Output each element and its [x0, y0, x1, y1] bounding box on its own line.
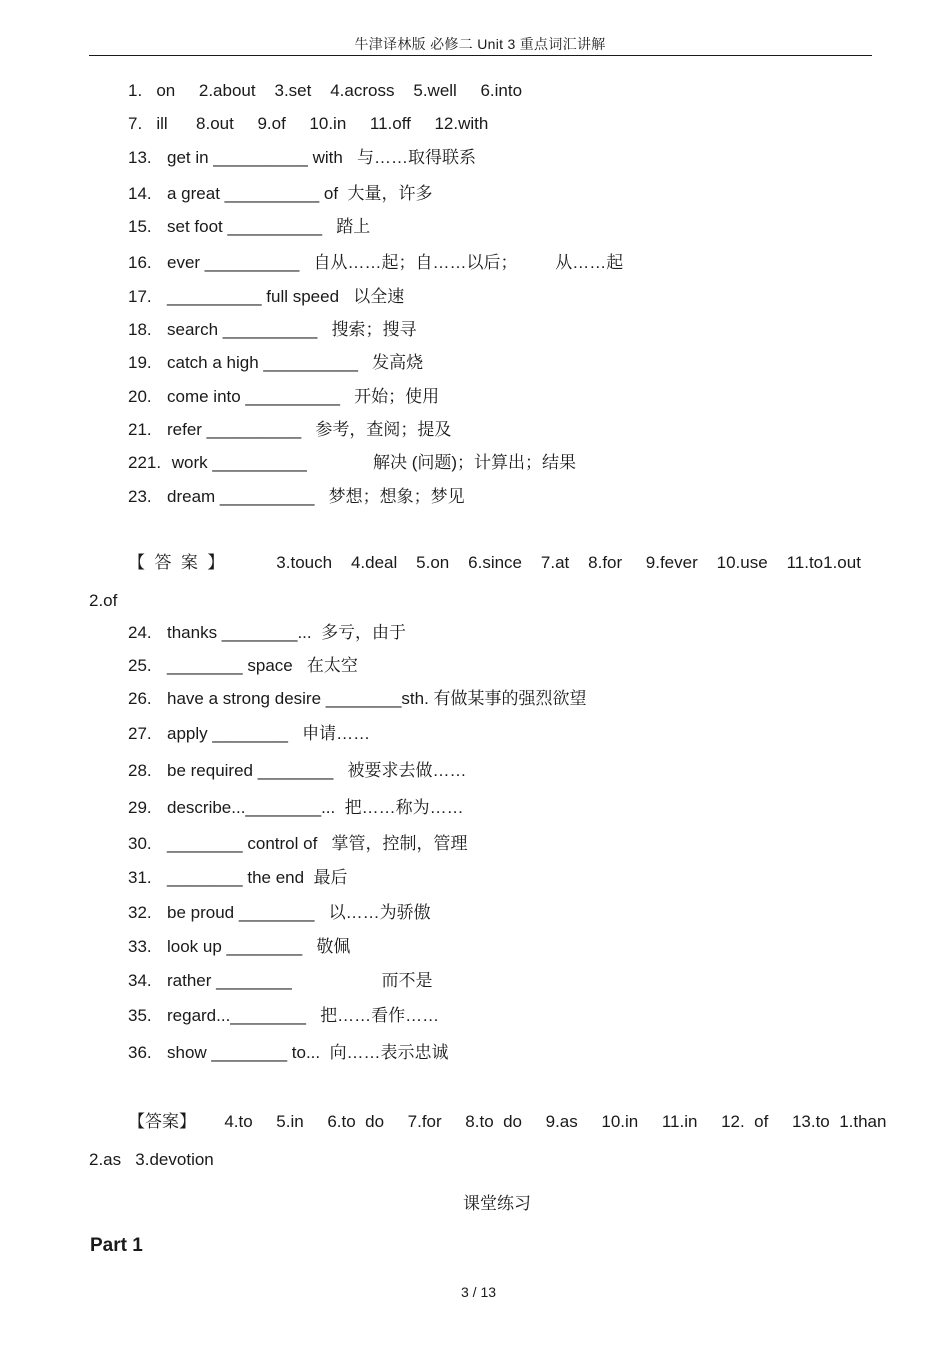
item-text: set foot __________ 踏上: [167, 217, 371, 236]
item-text: have a strong desire ________sth. 有做某事的强烈欲望: [167, 689, 587, 708]
item-text: ________ control of 掌管，控制，管理: [167, 834, 468, 853]
item-number: 21.: [128, 420, 152, 439]
item-number: 20.: [128, 387, 152, 406]
item-text: __________ full speed 以全速: [167, 287, 405, 306]
item-number: 19.: [128, 353, 152, 372]
item-text: be proud ________ 以……为骄傲: [167, 903, 431, 922]
item-text: describe...________... 把……称为……: [167, 798, 464, 817]
item-text: regard...________ 把……看作……: [167, 1006, 440, 1025]
answer-key-b-line1: 【答案】 4.to 5.in 6.to do 7.for 8.to do 9.as 10.in 11.in 12. of 13.to 1.than: [128, 1112, 887, 1131]
vocab-item: [128, 1006, 439, 1026]
page-header: 牛津译林版 必修二 Unit 3 重点词汇讲解: [354, 36, 606, 52]
vocab-item: [128, 1043, 449, 1063]
item-number: 18.: [128, 320, 152, 339]
item-text: ________ the end 最后: [167, 868, 348, 887]
vocab-item: [128, 148, 476, 168]
item-number: 221.: [128, 453, 162, 472]
vocab-item: [128, 689, 587, 709]
item-number: 31.: [128, 868, 152, 887]
vocab-item: [128, 868, 348, 888]
item-text: ________ space 在太空: [167, 656, 358, 675]
item-text: a great __________ of 大量，许多: [167, 184, 433, 203]
vocab-item: [128, 724, 370, 744]
item-text: show ________ to... 向……表示忠诚: [167, 1043, 449, 1062]
answer-line-1: 1. on 2.about 3.set 4.across 5.well 6.into: [128, 81, 523, 100]
item-text: come into __________ 开始；使用: [167, 387, 440, 406]
item-number: 25.: [128, 656, 152, 675]
part-title: Part 1: [90, 1235, 143, 1256]
item-number: 14.: [128, 184, 152, 203]
item-text: ever __________ 自从……起；自……以后； 从……起: [167, 253, 624, 272]
item-text: refer __________ 参考，查阅；提及: [167, 420, 452, 439]
item-number: 29.: [128, 798, 152, 817]
item-number: 23.: [128, 487, 152, 506]
item-number: 33.: [128, 937, 152, 956]
vocab-item: [128, 353, 423, 373]
item-text: be required ________ 被要求去做……: [167, 761, 467, 780]
vocab-item: [128, 937, 350, 957]
item-text: apply ________ 申请……: [167, 724, 371, 743]
answer-line-2: 7. ill 8.out 9.of 10.in 11.off 12.with: [128, 114, 489, 133]
vocab-item: [128, 320, 416, 340]
item-number: 36.: [128, 1043, 152, 1062]
vocab-item: [128, 971, 433, 991]
item-number: 17.: [128, 287, 152, 306]
vocab-item: [128, 834, 467, 854]
vocab-item: [128, 798, 464, 818]
answer-key-b-line2: 2.as 3.devotion: [89, 1150, 214, 1169]
item-number: 30.: [128, 834, 152, 853]
vocab-item: [128, 623, 406, 643]
vocab-item: [128, 184, 433, 204]
vocab-item: [128, 420, 451, 440]
item-text: rather ________ 而不是: [167, 971, 433, 990]
item-number: 13.: [128, 148, 152, 167]
vocab-item: [128, 387, 439, 407]
vocab-item: [128, 287, 404, 307]
vocab-item: [128, 903, 431, 923]
item-number: 26.: [128, 689, 152, 708]
vocab-item: [128, 656, 358, 676]
vocab-item: [128, 253, 623, 273]
vocab-item: [128, 487, 465, 507]
item-number: 35.: [128, 1006, 152, 1025]
item-number: 27.: [128, 724, 152, 743]
item-text: catch a high __________ 发高烧: [167, 353, 424, 372]
item-text: look up ________ 敬佩: [167, 937, 351, 956]
item-text: get in __________ with 与……取得联系: [167, 148, 476, 167]
item-text: search __________ 搜索；搜寻: [167, 320, 417, 339]
section-title: 课堂练习: [463, 1194, 531, 1213]
item-number: 28.: [128, 761, 152, 780]
item-number: 34.: [128, 971, 152, 990]
item-text: dream __________ 梦想；想象；梦见: [167, 487, 465, 506]
item-number: 15.: [128, 217, 152, 236]
item-text: thanks ________... 多亏，由于: [167, 623, 407, 642]
item-number: 32.: [128, 903, 152, 922]
item-text: work __________ 解决 (问题)；计算出；结果: [167, 453, 577, 472]
vocab-item: [128, 761, 467, 781]
item-number: 24.: [128, 623, 152, 642]
vocab-item: [128, 217, 370, 237]
header-divider: [89, 55, 872, 56]
answer-key-a-line2: 2.of: [89, 591, 118, 610]
item-number: 16.: [128, 253, 152, 272]
vocab-item: [128, 453, 576, 473]
page-number: 3 / 13: [460, 1284, 497, 1300]
answer-key-a-line1: 【 答 案 】 3.touch 4.deal 5.on 6.since 7.at 8.for 9.fever 10.use 11.to1.out: [128, 553, 861, 572]
